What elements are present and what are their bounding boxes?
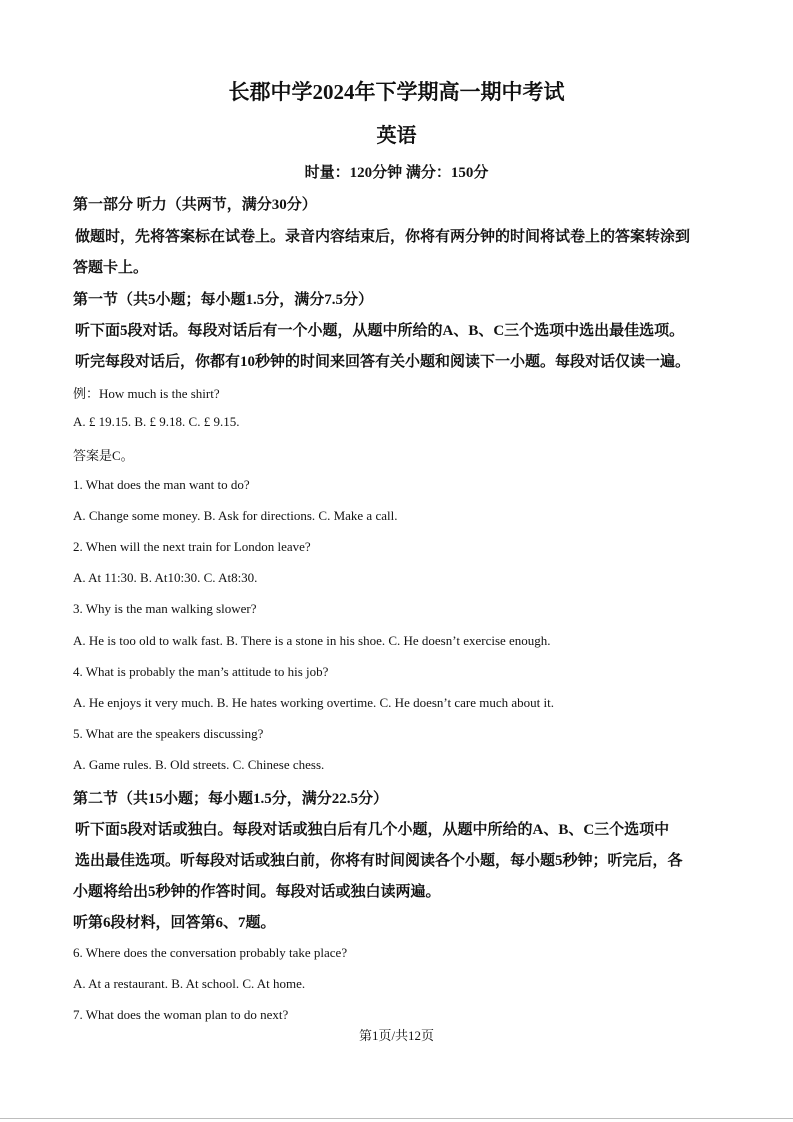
section2-heading: 第二节（共15小题；每小题1.5分，满分22.5分） bbox=[73, 791, 389, 807]
material-heading: 听第6段材料，回答第6、7题。 bbox=[73, 915, 276, 931]
section1-heading: 第一节（共5小题；每小题1.5分，满分7.5分） bbox=[73, 292, 374, 308]
question-7: 7. What does the woman plan to do next? bbox=[73, 1007, 289, 1022]
example-answer: 答案是C。 bbox=[73, 448, 134, 463]
part1-instruction-line: 做题时，先将答案标在试卷上。录音内容结束后，你将有两分钟的时间将试卷上的答案转涂到 bbox=[75, 229, 691, 245]
page-bottom-divider bbox=[0, 1118, 793, 1119]
section2-instruction-line: 小题将给出5秒钟的作答时间。每段对话或独白读两遍。 bbox=[73, 884, 441, 900]
example-question: 例：How much is the shirt? bbox=[73, 386, 220, 401]
question-6-options: A. At a restaurant. B. At school. C. At home. bbox=[73, 976, 306, 991]
question-5-options: A. Game rules. B. Old streets. C. Chinese chess. bbox=[73, 757, 325, 772]
exam-meta: 时量：120分钟 满分：150分 bbox=[304, 165, 489, 181]
question-2-options: A. At 11:30. B. At10:30. C. At8:30. bbox=[73, 570, 258, 585]
exam-title: 长郡中学2024年下学期高一期中考试 bbox=[228, 80, 565, 104]
section1-instruction-line: 听完每段对话后，你都有10秒钟的时间来回答有关小题和阅读下一小题。每段对话仅读一遍。 bbox=[75, 354, 691, 370]
question-1: 1. What does the man want to do? bbox=[73, 477, 250, 492]
page-number: 第1页/共12页 bbox=[358, 1028, 435, 1043]
example-options: A. £ 19.15. B. £ 9.18. C. £ 9.15. bbox=[73, 414, 240, 429]
question-1-options: A. Change some money. B. Ask for directions. C. Make a call. bbox=[73, 508, 398, 523]
question-2: 2. When will the next train for London leave? bbox=[73, 539, 311, 554]
part1-heading: 第一部分 听力（共两节，满分30分） bbox=[73, 197, 317, 213]
question-4-options: A. He enjoys it very much. B. He hates working overtime. C. He doesn’t care much about it. bbox=[73, 695, 555, 710]
question-3-options: A. He is too old to walk fast. B. There is a stone in his shoe. C. He doesn’t exercise enough. bbox=[73, 633, 551, 648]
question-3: 3. Why is the man walking slower? bbox=[73, 601, 257, 616]
exam-subject: 英语 bbox=[376, 125, 417, 147]
section1-instruction-line: 听下面5段对话。每段对话后有一个小题，从题中所给的A、B、C三个选项中选出最佳选项。 bbox=[75, 323, 685, 339]
part1-instruction-line: 答题卡上。 bbox=[73, 260, 149, 276]
question-5: 5. What are the speakers discussing? bbox=[73, 726, 264, 741]
section2-instruction-line: 选出最佳选项。听每段对话或独白前，你将有时间阅读各个小题，每小题5秒钟；听完后，各 bbox=[75, 853, 683, 869]
section2-instruction-line: 听下面5段对话或独白。每段对话或独白后有几个小题，从题中所给的A、B、C三个选项中 bbox=[75, 822, 670, 838]
question-4: 4. What is probably the man’s attitude to his job? bbox=[73, 664, 329, 679]
question-6: 6. Where does the conversation probably take place? bbox=[73, 945, 348, 960]
